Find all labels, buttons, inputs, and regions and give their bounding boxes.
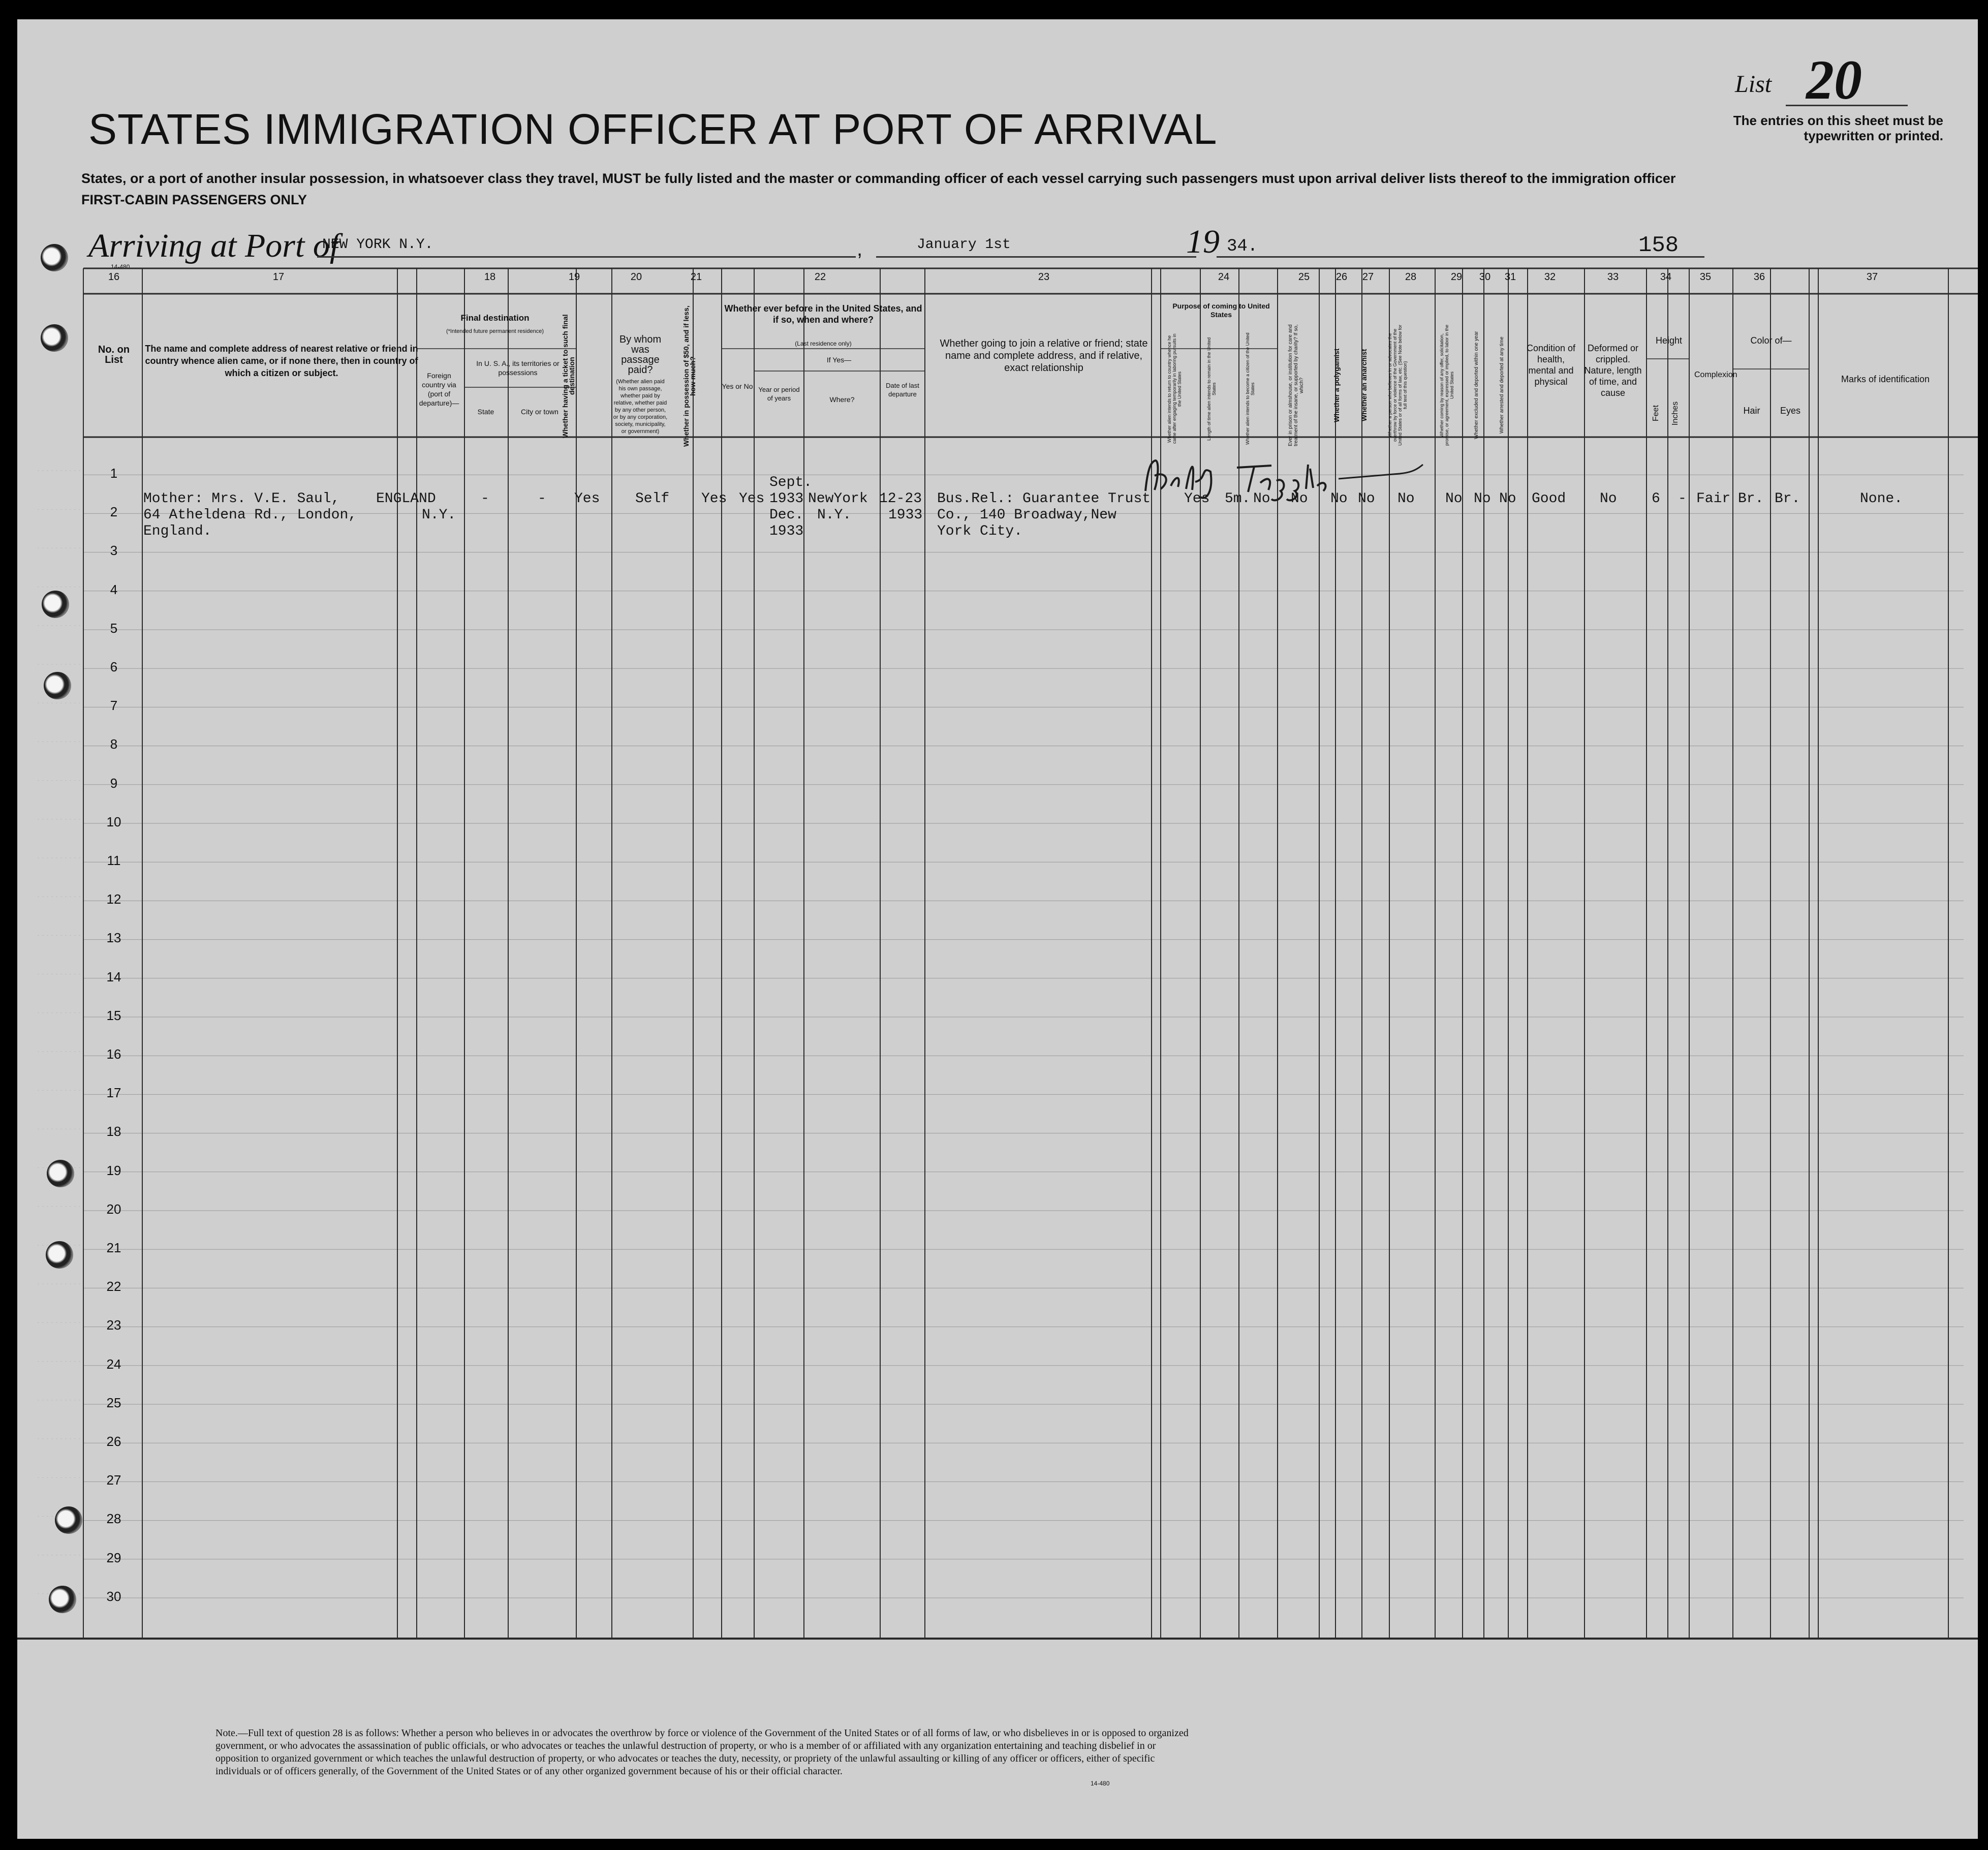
join-line2: Co., 140 Broadway,New [937, 507, 1116, 523]
header-departure: Date of last departure [886, 382, 919, 398]
colnum-24: 24 [1218, 271, 1230, 283]
header-excluded: Whether excluded and deported within one year [1474, 331, 1479, 440]
before-yesno-value: Yes [739, 491, 765, 507]
foreign-country-line1: ENGLAND [376, 491, 436, 507]
row-number: 14 [106, 969, 121, 984]
punch-hole [55, 1506, 82, 1534]
row-number: 7 [110, 698, 118, 714]
paid-by-value: Self [635, 491, 670, 507]
manifest-page [17, 19, 1978, 1839]
header-complexion: Complexion [1694, 371, 1737, 379]
fifty-dollars-value: Yes [701, 491, 727, 507]
colnum-19: 19 [568, 271, 580, 283]
offer-value: No [1445, 491, 1463, 507]
state-value: - [481, 491, 489, 507]
row-number: 15 [106, 1007, 121, 1023]
row-number: 11 [107, 853, 121, 868]
row-number: 13 [106, 930, 121, 946]
punch-hole [42, 591, 69, 618]
join-line1: Bus.Rel.: Guarantee Trust [937, 491, 1151, 507]
row-number: 24 [106, 1356, 121, 1372]
colnum-28: 28 [1405, 271, 1417, 283]
header-feet: Feet [1652, 405, 1660, 422]
row-number: 10 [106, 814, 121, 829]
header-hair: Hair [1743, 406, 1760, 416]
header-height: Height [1655, 335, 1683, 346]
header-length-stay: Length of time alien intends to remain in the United States [1206, 337, 1217, 441]
header-passage-paid: By whom was passage paid? [619, 334, 662, 376]
where-line1: NewYork [808, 491, 868, 507]
footnote-question-28: Note.—Full text of question 28 is as follows: Whether a person who believes in or advocates the overthrow by force or violence of the Government of the United States or of all forms of law, or who disbelieves in or is opposed to organized government, or who advocates the assassination of public officials, or who advocates or teaches the unlawful destruction of property, or who is a member of or affiliated with any organization entertaining and teaching disbelief in or opposition to organized government or which teaches the unlawful destruction of property, or who advocates or teaches the duty, necessity, or propriety of the unlawful assaulting or killing of any officer or officers, either of specific individuals or of officers generally, of the Government of the United States or of any other organized government because of his or their official character. [215, 1728, 1189, 1777]
colnum-27: 27 [1362, 271, 1374, 283]
feet-value: 6 [1652, 491, 1660, 507]
punch-hole [46, 1241, 73, 1269]
row-number: 4 [110, 581, 118, 597]
row-number: 21 [106, 1240, 121, 1255]
header-no-on-list: No. on List [98, 344, 130, 365]
colnum-34: 34 [1660, 271, 1672, 283]
header-purpose-return: Whether alien intends to return to country whence he came after engaging temporarily in laboring pursuits in the United States [1167, 333, 1182, 444]
colnum-20: 20 [630, 271, 642, 283]
header-deformed: Deformed or crippled. Nature, length of time, and cause [1584, 343, 1642, 398]
prison-value: No [1291, 491, 1308, 507]
excluded-value: No [1474, 491, 1491, 507]
header-ever-before: Whether ever before in the United States, and if so, when and where? [724, 303, 922, 325]
length-stay-value: 5m. [1225, 491, 1251, 507]
colnum-17: 17 [272, 271, 285, 283]
row-number: 30 [106, 1588, 121, 1604]
header-arrested: Whether arrested and deported at any time [1499, 336, 1505, 434]
colnum-16: 16 [108, 271, 120, 283]
row-number: 20 [106, 1201, 121, 1217]
colnum-33: 33 [1607, 271, 1619, 283]
ticket-value: Yes [574, 491, 600, 507]
punch-hole [49, 1586, 76, 1613]
period-line2: 1933 [769, 491, 804, 507]
punch-hole [41, 244, 68, 271]
page-title: STATES IMMIGRATION OFFICER AT PORT OF ARRIVAL [88, 105, 1218, 153]
city-value: - [538, 491, 546, 507]
purpose-return-value: Yes [1184, 491, 1210, 507]
form-number-top: 14-480 [111, 263, 130, 270]
header-foreign-country: Foreign country via (port of departure)— [419, 372, 459, 407]
row-number: 5 [110, 620, 118, 636]
punch-hole [47, 1160, 74, 1187]
row-number: 28 [106, 1511, 121, 1527]
colnum-36: 36 [1753, 271, 1765, 283]
list-label: List [1735, 71, 1772, 98]
period-line1: Sept. [769, 475, 813, 490]
list-number: 20 [1806, 49, 1862, 111]
header-ever-before-sub: (Last residence only) [795, 340, 852, 347]
colnum-30: 30 [1479, 271, 1491, 283]
header-passage-paid-sub: (Whether alien paid his own passage, whether paid by relative, whether paid by any other person, or by any corporation, society, municipality, or government) [613, 379, 668, 435]
relative-line1: Mother: Mrs. V.E. Saul, [143, 491, 340, 507]
header-become-citizen: Whether alien intends to become a citizen of the United States [1245, 332, 1255, 445]
header-purpose: Purpose of coming to United States [1172, 302, 1270, 319]
header-prison: Ever in prison or almshouse, or institution for care and treatment of the insane, or supported by charity? If so, which? [1288, 324, 1304, 446]
row-number: 19 [106, 1162, 121, 1178]
row-number: 18 [106, 1124, 121, 1139]
period-line4: 1933 [769, 523, 804, 539]
row-number: 3 [110, 543, 118, 559]
departure-line2: 1933 [888, 507, 923, 523]
polygamist-value: No [1330, 491, 1348, 507]
row-number: 1 [110, 466, 118, 481]
departure-line1: 12-23 [879, 491, 922, 507]
date-value: January 1st [917, 237, 1011, 253]
header-going-to-join: Whether going to join a relative or friend; state name and complete address, and if relative, exact relationship [940, 338, 1148, 374]
complexion-value: Fair [1696, 491, 1731, 507]
header-final-destination-sub: (*Intended future permanent residence) [446, 328, 544, 334]
colnum-18: 18 [484, 271, 496, 283]
header-color-of: Color of— [1750, 335, 1792, 346]
colnum-37: 37 [1866, 271, 1878, 283]
header-yes-no: Yes or No [722, 382, 753, 390]
header-anarchist: Whether an anarchist [1360, 349, 1368, 422]
header-inches: Inches [1671, 401, 1680, 425]
row-number: 27 [106, 1472, 121, 1488]
marks-value: None. [1860, 491, 1903, 507]
overthrow-value: No [1397, 491, 1415, 507]
row-number: 29 [106, 1550, 121, 1565]
colnum-22: 22 [814, 271, 826, 283]
row-number: 6 [110, 659, 118, 674]
header-eyes: Eyes [1780, 406, 1801, 416]
foreign-country-line2: N.Y. [422, 507, 456, 523]
row-number: 25 [106, 1395, 121, 1410]
header-where: Where? [829, 395, 855, 404]
handwritten-annotation [1135, 450, 1430, 506]
inches-value: - [1678, 491, 1687, 507]
colnum-23: 23 [1038, 271, 1050, 283]
header-period: Year or period of years [758, 386, 800, 402]
header-ticket: Whether having a ticket to such final destination [561, 314, 576, 438]
deformed-value: No [1600, 491, 1617, 507]
row-number: 12 [106, 891, 121, 907]
instructions-text: States, or a port of another insular possession, in whatsoever class they travel, MUST be fully listed and the master or commanding officer of each vessel carrying such passengers must upon arrival deliver lists thereof to the immigration officer [81, 171, 1676, 186]
header-marks: Marks of identification [1841, 374, 1930, 384]
form-number-bottom: 14-480 [1091, 1780, 1110, 1787]
hair-value: Br. [1738, 491, 1764, 507]
year-prefix: 19 [1186, 223, 1220, 260]
port-value: NEW YORK N.Y. [322, 237, 433, 253]
row-number: 26 [106, 1434, 121, 1449]
header-state: State [477, 408, 494, 416]
colnum-31: 31 [1504, 271, 1516, 283]
header-in-usa: In U. S. A., its territories or possessions [476, 359, 560, 377]
row-number: 22 [106, 1279, 121, 1294]
form-grid [17, 19, 1978, 1839]
colnum-25: 25 [1298, 271, 1310, 283]
header-if-yes: If Yes— [826, 356, 852, 364]
colnum-29: 29 [1450, 271, 1463, 283]
header-nearest-relative: The name and complete address of nearest relative or friend in country whence alien came, or if none there, then in country of which a citizen or subject. [145, 344, 418, 378]
header-overthrow: Whether a person who believes in or advocates the overthrow by force or violence of the Government of the United States or of all forms of law, etc. (See Note below for full text of this question) [1387, 324, 1408, 446]
header-final-destination: Final destination [460, 313, 530, 323]
year-suffix: 34. [1227, 237, 1258, 256]
anarchist-value: No [1358, 491, 1375, 507]
health-value: Good [1532, 491, 1566, 507]
period-line3: Dec. [769, 507, 804, 523]
colnum-35: 35 [1699, 271, 1712, 283]
row-number: 16 [106, 1046, 121, 1062]
arrested-value: No [1499, 491, 1516, 507]
punch-hole [41, 324, 68, 352]
page-number: 158 [1638, 233, 1679, 258]
arriving-label: Arriving at Port of [88, 227, 339, 264]
where-line2: N.Y. [817, 507, 852, 523]
row-number: 2 [110, 504, 118, 520]
join-line3: York City. [937, 523, 1023, 539]
eyes-value: Br. [1775, 491, 1800, 507]
colnum-21: 21 [690, 271, 702, 283]
relative-line2: 64 Atheldena Rd., London, [143, 507, 357, 523]
punch-hole [44, 672, 71, 699]
header-offer: Whether coming by reason of any offer, solicitation, promise, or agreement, expressed or implied, to labor in the United States [1439, 324, 1454, 446]
become-citizen-value: No [1253, 491, 1270, 507]
entries-note: The entries on this sheet must be typewritten or printed. [1733, 113, 1943, 143]
colnum-32: 32 [1544, 271, 1556, 283]
relative-line3: England. [143, 523, 212, 539]
row-number: 8 [110, 736, 118, 752]
colnum-26: 26 [1335, 271, 1348, 283]
comma-mark: , [857, 238, 863, 260]
header-health: Condition of health, mental and physical [1526, 343, 1576, 387]
header-city: City or town [521, 408, 558, 416]
row-number: 23 [106, 1317, 121, 1333]
header-polygamist: Whether a polygamist [1332, 348, 1341, 422]
row-number: 9 [110, 775, 118, 791]
passenger-class-text: FIRST-CABIN PASSENGERS ONLY [81, 192, 307, 207]
header-fifty-dollars: Whether in possession of $50, and if less, how much? [682, 305, 697, 447]
row-number: 17 [106, 1085, 121, 1101]
